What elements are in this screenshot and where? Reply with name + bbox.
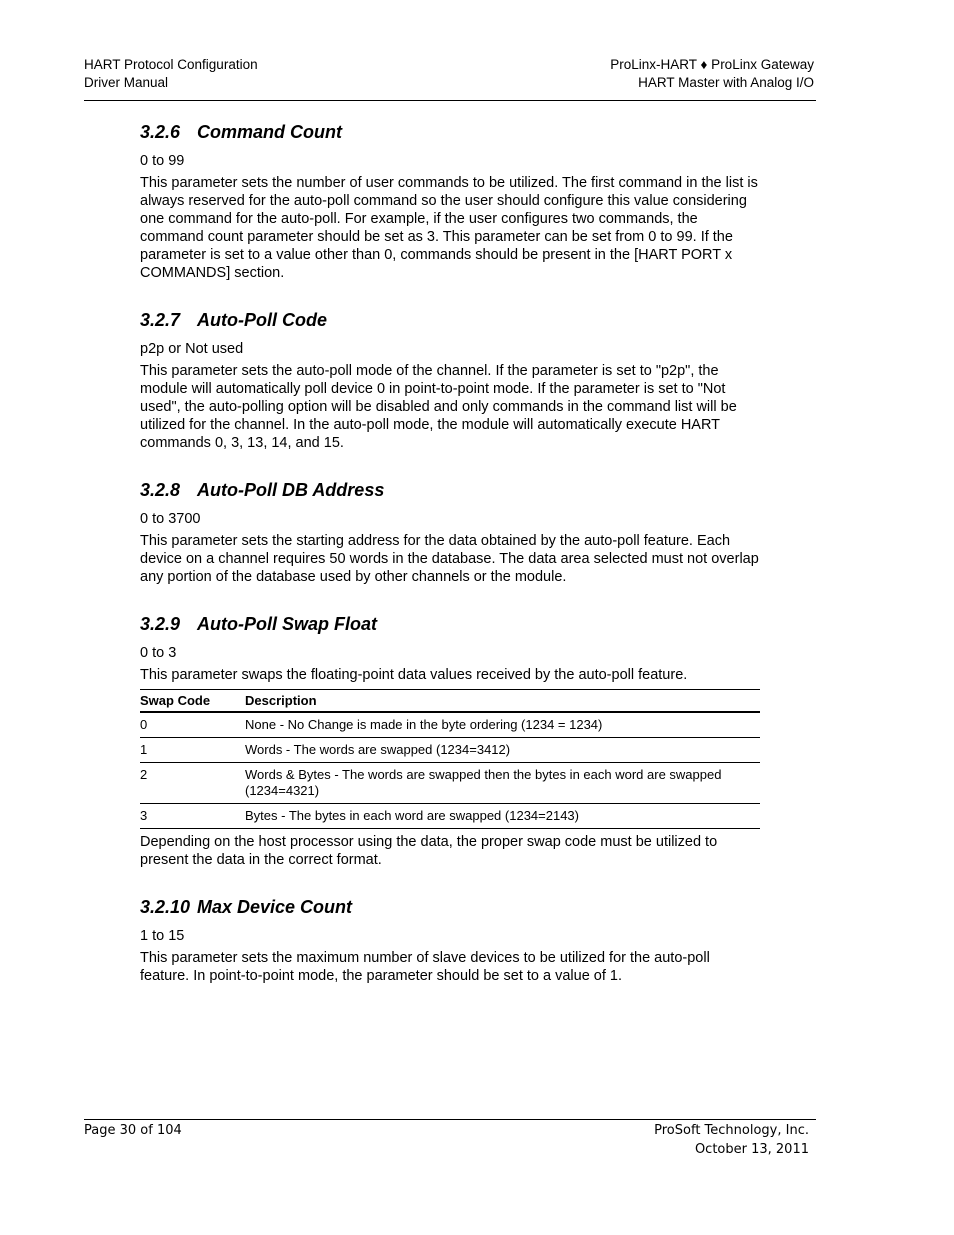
section-range: 0 to 3 bbox=[140, 645, 177, 661]
swap-code-cell: 0 bbox=[140, 712, 245, 738]
header-right bbox=[610, 56, 814, 92]
swap-code-cell: 1 bbox=[140, 738, 245, 763]
description-cell: Bytes - The bytes in each word are swapped (1234=2143) bbox=[245, 804, 760, 829]
swap-code-cell: 3 bbox=[140, 804, 245, 829]
section-range: p2p or Not used bbox=[140, 341, 244, 357]
section-paragraph: This parameter sets the auto-poll mode of the channel. If the parameter is set to "p2p", the module will automatically poll device 0 in point-to-point mode. If the parameter is set to "Not used", the auto-polling option will be disabled and only commands in the command list will be utilized for the channel. In the auto-poll mode, the module will automatically execute HART commands 0, 3, 13, 14, and 15. bbox=[140, 363, 737, 451]
page-number: Page 30 of 104 bbox=[84, 1123, 182, 1138]
table-row bbox=[140, 738, 760, 763]
header-product: ProLinx-HART ♦ ProLinx Gateway bbox=[610, 57, 814, 72]
header-doc-title: HART Protocol Configuration bbox=[84, 57, 258, 72]
section-range: 1 to 15 bbox=[140, 928, 185, 944]
column-header-description: Description bbox=[245, 690, 760, 713]
page-content bbox=[140, 119, 760, 985]
header-doc-subtitle: Driver Manual bbox=[84, 75, 169, 90]
section-paragraph: This parameter sets the maximum number of slave devices to be utilized for the auto-poll feature. In point-to-point mode, the parameter should be set to a value of 1. bbox=[140, 950, 710, 984]
section-paragraph: This parameter sets the starting address for the data obtained by the auto-poll feature. Each device on a channel requires 50 words in the database. The data area selected must not overlap any portion of the database used by other channels or the module. bbox=[140, 533, 759, 585]
section-heading-auto-poll-swap-float: 3.2.9 Auto-Poll Swap Float bbox=[140, 614, 377, 634]
swap-code-cell: 2 bbox=[140, 763, 245, 804]
table-row bbox=[140, 804, 760, 829]
header-product-subtitle: HART Master with Analog I/O bbox=[638, 75, 814, 90]
table-header-row bbox=[140, 690, 760, 713]
description-cell: Words - The words are swapped (1234=3412) bbox=[245, 738, 760, 763]
footer-date: October 13, 2011 bbox=[694, 1142, 809, 1157]
table-row bbox=[140, 712, 760, 738]
header-left bbox=[84, 56, 258, 92]
section-heading-command-count: 3.2.6 Command Count bbox=[140, 122, 342, 142]
section-heading-max-device-count: 3.2.10 Max Device Count bbox=[140, 897, 353, 917]
footer-divider bbox=[84, 1119, 816, 1120]
section-range: 0 to 3700 bbox=[140, 511, 201, 527]
header-divider bbox=[84, 100, 816, 101]
column-header-swap-code: Swap Code bbox=[140, 690, 245, 713]
footer-right bbox=[654, 1121, 809, 1159]
footer-company: ProSoft Technology, Inc. bbox=[654, 1123, 809, 1138]
section-heading-auto-poll-code: 3.2.7 Auto-Poll Code bbox=[140, 310, 327, 330]
section-heading-auto-poll-db-address: 3.2.8 Auto-Poll DB Address bbox=[140, 480, 385, 500]
table-row bbox=[140, 763, 760, 804]
section-paragraph: This parameter swaps the floating-point data values received by the auto-poll feature. bbox=[140, 667, 688, 683]
section-paragraph: Depending on the host processor using the data, the proper swap code must be utilized to present the data in the correct format. bbox=[140, 834, 718, 868]
swap-code-table bbox=[140, 689, 760, 829]
description-cell: Words & Bytes - The words are swapped then the bytes in each word are swapped (1234=4321) bbox=[245, 763, 760, 804]
section-range: 0 to 99 bbox=[140, 153, 185, 169]
description-cell: None - No Change is made in the byte ordering (1234 = 1234) bbox=[245, 712, 760, 738]
section-paragraph: This parameter sets the number of user commands to be utilized. The first command in the list is always reserved for the auto-poll command so the user should configure this value considering one command for the auto-poll. For example, if the user configures two commands, the command count parameter should be set as 3. This parameter can be set from 0 to 99. If the parameter is set to a value other than 0, commands should be present in the [HART PORT x COMMANDS] section. bbox=[140, 175, 758, 281]
